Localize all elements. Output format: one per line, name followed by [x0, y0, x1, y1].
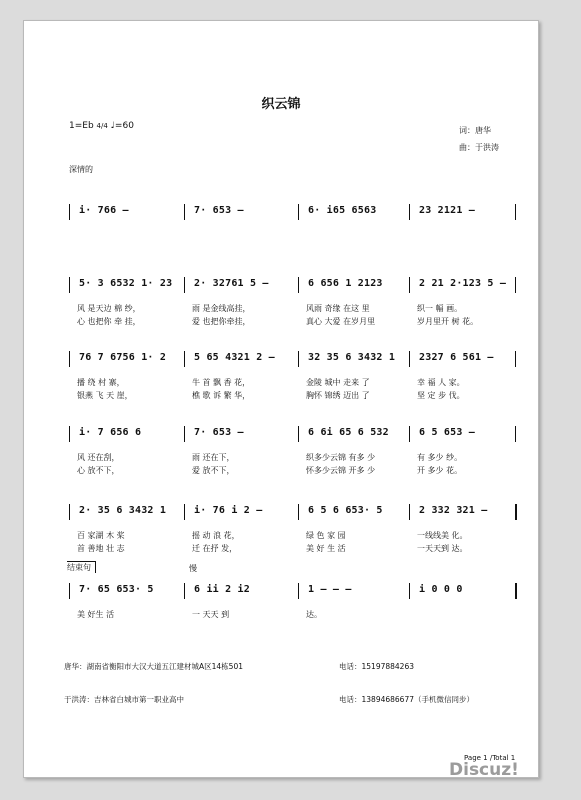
barline [184, 583, 185, 599]
time-signature: 4/4 [96, 122, 108, 130]
notation-system-3 [69, 351, 515, 400]
key-signature [69, 121, 134, 131]
expression-mark: 深情的 [69, 165, 93, 174]
measure-2: 5 65 4321 2 – [194, 352, 275, 363]
lyric: 开 多少 花。 [417, 466, 463, 475]
tempo-value: =60 [114, 121, 134, 131]
lyric: 心 放不下， [77, 466, 120, 475]
measure-2: 6 ii 2 i2 [194, 584, 250, 595]
barline [298, 277, 299, 293]
barline [184, 277, 185, 293]
composer: 曲：于洪涛 [459, 143, 499, 152]
measure-1: 5· 3 6532 1· 23 [79, 278, 173, 289]
measure-4: 2 332 321 – [419, 505, 488, 516]
measure-1: 2· 35 6 3432 1 [79, 505, 167, 516]
notation-system-6 [67, 563, 515, 619]
measure-3: 6 5 6 653· 5 [308, 505, 383, 516]
barline [409, 426, 410, 442]
lyric: 风 还在刮， [77, 453, 120, 462]
lyric: 爱 也把你牵挂， [192, 317, 251, 326]
lyric: 银燕 飞 天 崖， [77, 391, 133, 400]
measure-1: 7· 65 653· 5 [79, 584, 154, 595]
contact-1-phone: 电话：15197884263 [339, 662, 414, 671]
barline [298, 583, 299, 599]
song-title: 织云锦 [261, 97, 301, 112]
lyric: 播 绕 村 寨， [77, 378, 125, 387]
barline [409, 351, 410, 367]
lyric: 金陵 城中 走来 了 [306, 378, 370, 387]
lyric: 雨 是金线高挂， [192, 304, 251, 313]
lyric: 雨 还在下， [192, 453, 235, 462]
barline [515, 504, 517, 520]
measure-1: i· 766 – [79, 205, 129, 216]
tempo-slow-mark: 慢 [189, 564, 197, 573]
lyric: 真心 大爱 在岁月里 [306, 317, 376, 326]
contact-1-address: 唐华：湖南省衡阳市大汉大道五江建材城A区14栋501 [64, 662, 243, 671]
discuz-watermark: Discuz! [449, 760, 519, 780]
barline [184, 204, 185, 220]
measure-4: 23 2121 – [419, 205, 475, 216]
measure-3: 6 6i 65 6 532 [308, 427, 389, 438]
measure-2: i· 76 i 2 – [194, 505, 263, 516]
lyric: 胸怀 锦绣 迈出 了 [306, 391, 370, 400]
lyric: 怀多少云锦 开多 少 [306, 466, 376, 475]
lyric: 首 善地 壮 志 [77, 544, 125, 553]
barline [69, 504, 70, 520]
lyric: 樵 歌 诉 繁 华， [192, 391, 251, 400]
barline [515, 204, 516, 220]
lyric: 风 是天边 棉 纱， [77, 304, 141, 313]
barline [69, 583, 70, 599]
lyric: 坚 定 步 伐。 [417, 391, 465, 400]
measure-4: 6 5 653 – [419, 427, 475, 438]
contact-2-phone: 电话：13894686677（手机微信同步） [339, 695, 474, 704]
barline [184, 351, 185, 367]
lyric: 有 多少 纱。 [417, 453, 463, 462]
notation-system-1 [69, 204, 515, 220]
barline [409, 277, 410, 293]
barline [515, 426, 516, 442]
lyric: 一线线美 化。 [417, 531, 468, 540]
lyric: 岁月里开 树 花。 [417, 317, 479, 326]
lyric: 绿 色 家 园 [306, 531, 346, 540]
key-text: 1=Eb [69, 121, 97, 131]
coda-label: 结束句 [67, 561, 96, 573]
barline [298, 204, 299, 220]
lyric: 风雨 奇缘 在这 里 [306, 304, 370, 313]
notation-system-2 [69, 277, 515, 326]
contact-2-address: 于洪涛：吉林省白城市第一职业高中 [64, 695, 184, 704]
barline [298, 504, 299, 520]
lyric: 美 好生 活 [77, 610, 115, 619]
lyric: 达。 [306, 610, 322, 619]
page-number: Page 1 /Total 1 [464, 754, 516, 762]
lyric: 美 好 生 活 [306, 544, 346, 553]
barline [409, 504, 410, 520]
barline [69, 426, 70, 442]
lyric: 幸 福 人 家。 [417, 378, 465, 387]
barline [515, 351, 516, 367]
barline [184, 504, 185, 520]
barline [69, 277, 70, 293]
barline [69, 204, 70, 220]
measure-2: 2· 32761 5 – [194, 278, 269, 289]
quarter-note-icon: ♩ [110, 121, 115, 131]
lyric: 织一 幅 画。 [417, 304, 463, 313]
measure-4: 2 21 2·123 5 – [419, 278, 507, 289]
lyric: 摇 动 浪 花， [192, 531, 240, 540]
lyric: 迁 在抒 发， [192, 544, 238, 553]
notation-system-5 [69, 504, 515, 553]
measure-2: 7· 653 – [194, 205, 244, 216]
lyricist: 词：唐华 [459, 126, 491, 135]
barline [409, 204, 410, 220]
lyric: 百 家湖 木 桨 [77, 531, 125, 540]
barline [409, 583, 410, 599]
score-page [23, 20, 539, 778]
measure-1: i· 7 656 6 [79, 427, 142, 438]
barline [69, 351, 70, 367]
barline [515, 277, 516, 293]
measure-4: 2327 6 561 – [419, 352, 494, 363]
lyric: 一天天到 达。 [417, 544, 468, 553]
barline [515, 583, 517, 599]
barline [184, 426, 185, 442]
barline [298, 426, 299, 442]
measure-4: i 0 0 0 [419, 584, 463, 595]
lyric: 爱 放不下， [192, 466, 235, 475]
measure-3: 32 35 6 3432 1 [308, 352, 396, 363]
measure-3: 1 – – – [308, 584, 352, 595]
lyric: 心 也把你 牵 挂， [77, 317, 141, 326]
measure-2: 7· 653 – [194, 427, 244, 438]
measure-3: 6· i65 6563 [308, 205, 377, 216]
lyric: 一 天天 到 [192, 610, 230, 619]
barline [298, 351, 299, 367]
measure-1: 76 7 6756 1· 2 [79, 352, 167, 363]
notation-system-4 [69, 426, 515, 475]
measure-3: 6 656 1 2123 [308, 278, 383, 289]
lyric: 织多少云锦 有多 少 [306, 453, 376, 462]
lyric: 牛 首 飘 香 花， [192, 378, 251, 387]
